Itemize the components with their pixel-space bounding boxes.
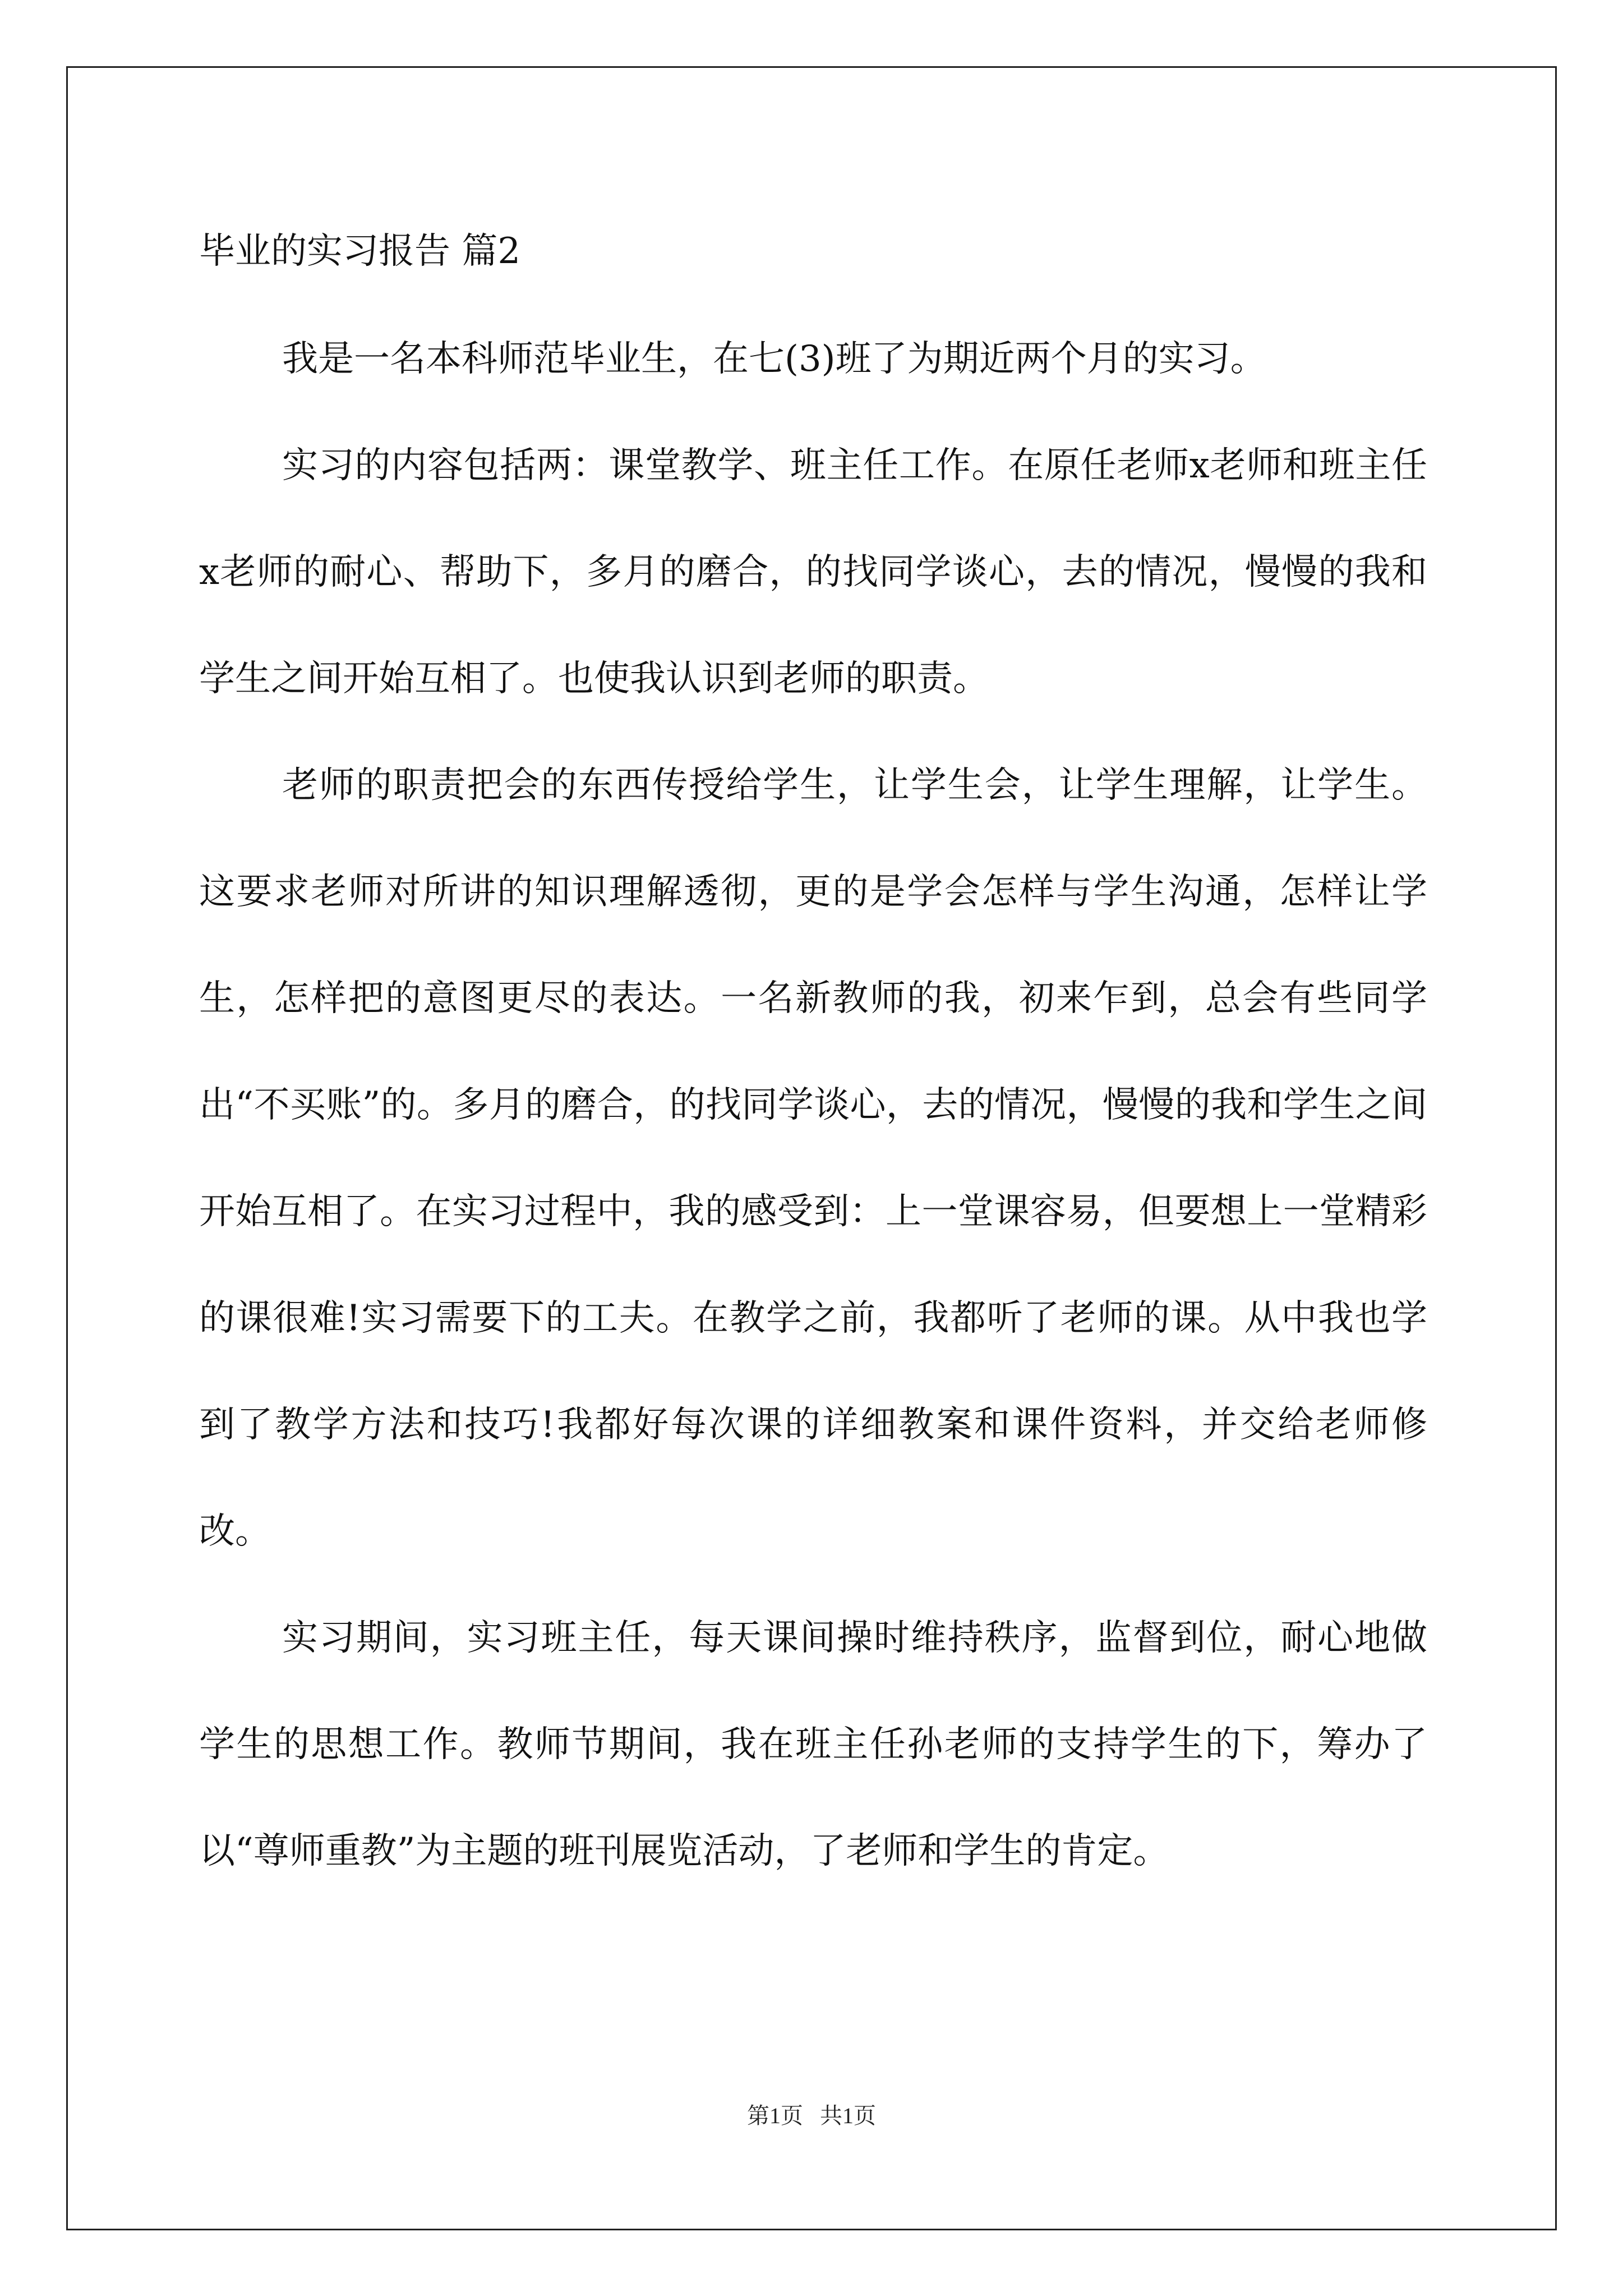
- paragraph-2: 实习的内容包括两：课堂教学、班主任工作。在原任老师x老师和班主任x老师的耐心、帮助下，多月的磨合，的找同学谈心，去的情况，慢慢的我和学生之间开始互相了。也使我认识到老师的职责。: [199, 445, 1427, 700]
- paragraph-3: 老师的职责把会的东西传授给学生，让学生会，让学生理解，让学生。这要求老师对所讲的知识理解透彻，更的是学会怎样与学生沟通，怎样让学生，怎样把的意图更尽的表达。一名新教师的我，初来乍到，总会有些同学出“不买账”的。多月的磨合，的找同学谈心，去的情况，慢慢的我和学生之间开始互相了。在实习过程中，我的感受到：上一堂课容易，但要想上一堂精彩的课很难!实习需要下的工夫。在教学之前，我都听了老师的课。从中我也学到了教学方法和技巧!我都好每次课的详细教案和课件资料，并交给老师修改。: [199, 765, 1427, 1552]
- paragraph-4: 实习期间，实习班主任，每天课间操时维持秩序，监督到位，耐心地做学生的思想工作。教师节期间，我在班主任孙老师的支持学生的下，筹办了以“尊师重教”为主题的班刊展览活动，了老师和学生的肯定。: [199, 1617, 1427, 1872]
- paragraph-1: 我是一名本科师范毕业生，在七(3)班了为期近两个月的实习。: [282, 338, 1266, 380]
- page-number-footer: 第1页 共1页: [747, 2103, 876, 2128]
- document-title: 毕业的实习报告 篇2: [199, 231, 521, 272]
- document-body: [199, 306, 1427, 1904]
